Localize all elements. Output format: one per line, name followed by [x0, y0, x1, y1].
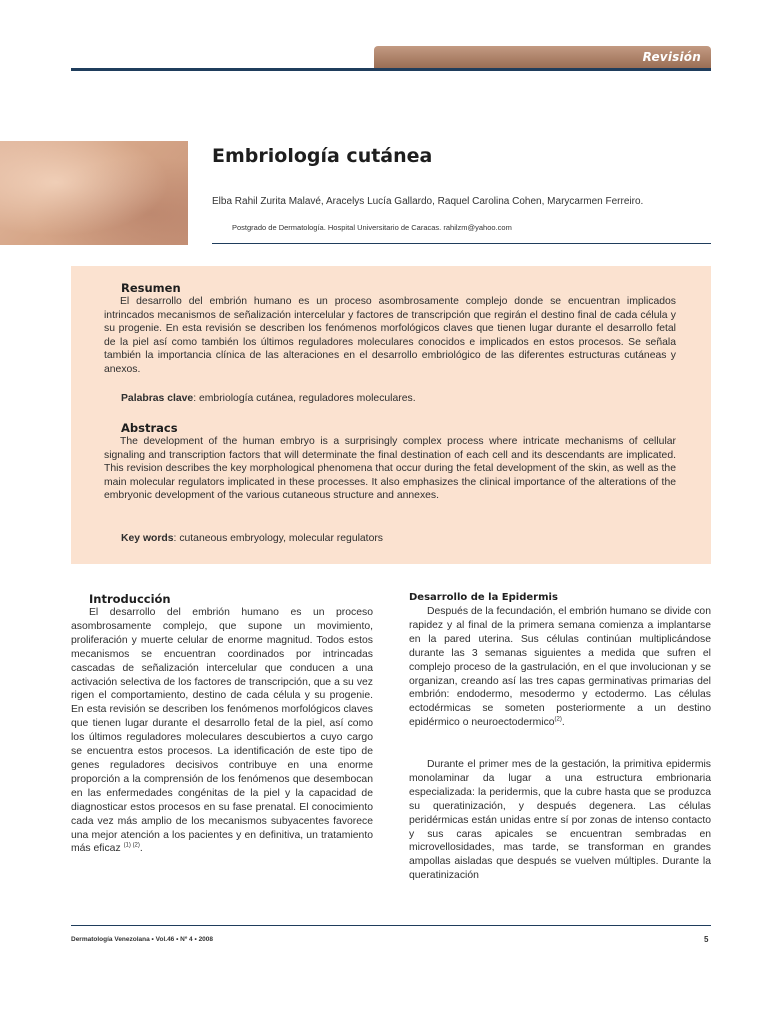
introduccion-ref: (1) (2) — [123, 842, 140, 849]
abstract-text: The development of the human embryo is a surprisingly complex process where intricate mechanisms of cellular signaling and transcription factors that will determinate the final destination of each cell and its descendants are implicated. This revision describes the key morphological phenomena that occur during the fetal development of the skin, as well as the main molecular regulators implicated in these processes. It also emphasizes the clinical importance of the alterations of the embryonic development of the various cutaneous structure and annexes. — [104, 436, 676, 501]
resumen-keywords-label: Palabras clave — [121, 393, 194, 404]
epidermis-p1-end: . — [561, 717, 565, 729]
article-authors: Elba Rahil Zurita Malavé, Aracelys Lucía Gallardo, Raquel Carolina Cohen, Marycarmen Ferreiro. — [212, 196, 644, 207]
resumen-keywords-value: : embriología cutánea, reguladores moleculares. — [193, 393, 416, 404]
abstract-keywords-label: Key words — [121, 533, 174, 544]
header-rule — [71, 68, 711, 71]
epidermis-p1-ref: (2) — [554, 716, 562, 723]
section-tab-label: Revisión — [642, 50, 701, 64]
article-title: Embriología cutánea — [212, 145, 433, 167]
page-number: 5 — [704, 935, 709, 944]
epidermis-p1-body: Después de la fecundación, el embrión humano se divide con rapidez y al final de la primera semana comienza a implantarse en la pared uterina. Sus células continúan multiplicándose durante las 3 semanas siguientes a medida que sufren el complejo proceso de la gastrulación, en el que involucionan y se organizan, creando así las tres capas germinativas primarias del embrión: endodermo, mesodermo y ectodermo. Las células ectodérmicas se someten posteriormente a un destino epidérmico o neuroectodermico — [409, 606, 711, 729]
introduccion-end: . — [139, 843, 143, 855]
footer-rule — [71, 925, 711, 926]
resumen-text: El desarrollo del embrión humano es un proceso asombrosamente complejo donde se encuentran implicados intrincados mecanismos de señalización intercelular y factores de transcripción que regirán el destino final de cada célula y su progenie. En esta revisión se describen los fenómenos morfológicos claves que tienen lugar durante el desarrollo fetal de la piel así como también los últimos reguladores moleculares conocidos e implicados en estos procesos. Se señala también la importancia clínica de las alteraciones en el desarrollo embriológico de las diferentes estructuras cutáneas y anexos. — [104, 296, 676, 375]
epidermis-p2: Durante el primer mes de la gestación, la primitiva epidermis monolaminar da lugar a una estructura embrionaria especializada: la peridermis, que la cubre hasta que se produzca su queratinización, y después degenera. Las células peridérmicas están unidas entre sí por zonas de intenso contacto y sus caras apicales se encuentran sembradas en microvellosidades, mas tarde, se transforman en grandes ampollas aisladas que después se vuelven múltiples. Durante la queratinización — [409, 759, 711, 882]
resumen-keywords — [121, 393, 416, 404]
footer-journal: Dermatología Venezolana • Vol.46 • Nº 4 • 2008 — [71, 936, 214, 943]
introduccion-body: El desarrollo del embrión humano es un proceso asombrosamente complejo, que supone un movimiento, proliferación y muerte celular de enorme magnitud. Todos estos mecanismos se encuentran coordinados por intrincadas cascadas de señalización intercelular que conducen a una activación selectiva de los factores de transcripción, que a su vez rigen el comportamiento, destino de cada célula y su progenie. En esta revisión se describen los fenómenos morfológicos claves que tienen lugar durante el desarrollo fetal de la piel, así como los últimos reguladores moleculares descubiertos a cuyo cargo se encuentra estos procesos. La identificación de este tipo de genes reguladores decisivos contribuye en una enorme proporción a la comprensión de los fenómenos que desembocan en las enfermedades congénitas de la piel y la capacidad de diagnosticar estos procesos en su fase prenatal. El conocimiento cada vez más amplio de los mecanismos subyacentes favorece una mejor atención a los pacientes y en definitiva, un tratamiento más eficaz — [71, 607, 373, 855]
introduccion-heading: Introducción — [89, 592, 171, 606]
epidermis-p1 — [409, 605, 711, 730]
epidermis-heading: Desarrollo de la Epidermis — [409, 592, 558, 603]
section-tab — [374, 46, 711, 68]
abstract-keywords-value: : cutaneous embryology, molecular regulators — [173, 533, 384, 544]
title-rule — [212, 243, 711, 244]
abstract-keywords — [121, 533, 383, 544]
abstract-heading: Abstracs — [121, 421, 178, 435]
article-affiliation: Postgrado de Dermatología. Hospital Universitario de Caracas. rahilzm@yahoo.com — [232, 223, 512, 232]
introduccion-text — [71, 606, 373, 856]
resumen-heading: Resumen — [121, 281, 181, 295]
skin-photo — [0, 141, 188, 245]
